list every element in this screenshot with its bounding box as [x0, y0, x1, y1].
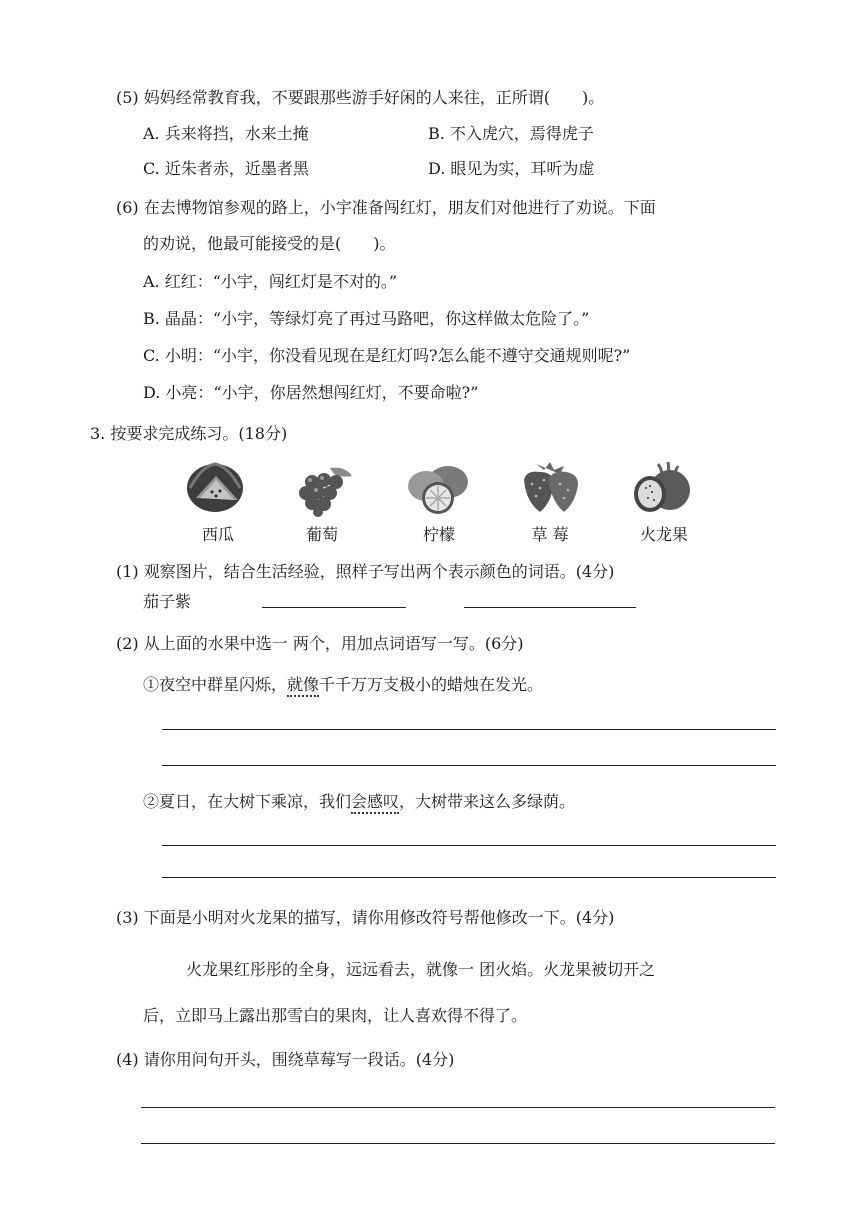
fruit-label-watermelon: 西瓜 — [201, 525, 234, 544]
q5-option-b: B. 不入虎穴，焉得虎子 — [428, 124, 594, 143]
fruit-label-lemon: 柠檬 — [422, 525, 455, 544]
part1-answer-line-1[interactable] — [262, 607, 406, 608]
grapes-icon — [290, 460, 360, 518]
part1-example: 茄子紫 — [143, 592, 192, 611]
q5-option-c: C. 近朱者赤，近墨者黑 — [143, 159, 309, 178]
part2-sentence-1 — [143, 675, 543, 695]
watermelon-icon — [182, 458, 252, 516]
part2-sentence-2 — [143, 792, 575, 812]
part1-prompt: (1) 观察图片，结合生活经验，照样子写出两个表示颜色的词语。(4分) — [116, 562, 615, 581]
part2-answer-line-3[interactable] — [162, 845, 776, 846]
sentence-1-start: ①夜空中群星闪烁， — [143, 675, 288, 694]
q5-option-d: D. 眼见为实，耳听为虚 — [428, 159, 595, 178]
fruit-label-grapes: 葡萄 — [305, 525, 338, 544]
part3-prompt: (3) 下面是小明对火龙果的描写，请你用修改符号帮他修改一下。(4分) — [116, 908, 615, 927]
sentence-2-start: ②夏日，在大树下乘凉，我们 — [143, 792, 352, 811]
q6-option-b: B. 晶晶：“小宇，等绿灯亮了再过马路吧，你这样做太危险了。” — [143, 309, 590, 328]
q6-stem-line2: 的劝说，他最可能接受的是( )。 — [143, 234, 396, 253]
section-3-title: 3. 按要求完成练习。(18分) — [90, 424, 288, 443]
q6-stem-line1: (6) 在去博物馆参观的路上，小宇准备闯红灯，朋友们对他进行了劝说。下面 — [116, 198, 656, 217]
dotted-word-jiuxiang: 就像 — [287, 675, 319, 697]
part4-answer-line-2[interactable] — [141, 1143, 775, 1144]
part2-answer-line-4[interactable] — [162, 877, 776, 878]
part1-answer-line-2[interactable] — [464, 607, 636, 608]
sentence-2-end: ，大树带来这么多绿荫。 — [399, 792, 576, 811]
part4-prompt: (4) 请你用问句开头，围绕草莓写一段话。(4分) — [116, 1050, 455, 1069]
fruit-label-strawberry: 草 莓 — [531, 525, 569, 544]
dragon-fruit-icon — [628, 458, 698, 516]
sentence-1-end: 千千万万支极小的蜡烛在发光。 — [319, 675, 544, 694]
strawberry-icon — [516, 458, 586, 516]
q6-option-c: C. 小明：“小宇，你没看见现在是红灯吗?怎么能不遵守交通规则呢?” — [143, 346, 631, 365]
lemon-icon — [404, 460, 474, 518]
dotted-word-huiganta: 会感叹 — [351, 792, 399, 814]
q5-stem: (5) 妈妈经常教育我，不要跟那些游手好闲的人来往，正所谓( )。 — [116, 88, 605, 107]
part2-answer-line-2[interactable] — [162, 765, 776, 766]
part3-passage-line2: 后，立即马上露出那雪白的果肉，让人喜欢得不得了。 — [143, 1006, 528, 1025]
part4-answer-line-1[interactable] — [141, 1107, 775, 1108]
q6-option-a: A. 红红：“小宇，闯红灯是不对的。” — [143, 272, 398, 291]
q5-option-a: A. 兵来将挡，水来土掩 — [143, 124, 309, 143]
part2-prompt: (2) 从上面的水果中选一 两个，用加点词语写一写。(6分) — [116, 634, 524, 653]
part2-answer-line-1[interactable] — [162, 729, 776, 730]
q6-option-d: D. 小亮：“小宇，你居然想闯红灯，不要命啦?” — [143, 383, 479, 402]
fruit-label-dragon-fruit: 火龙果 — [639, 525, 688, 544]
part3-passage-line1: 火龙果红彤彤的全身，远远看去，就像一 团火焰。火龙果被切开之 — [186, 960, 656, 979]
